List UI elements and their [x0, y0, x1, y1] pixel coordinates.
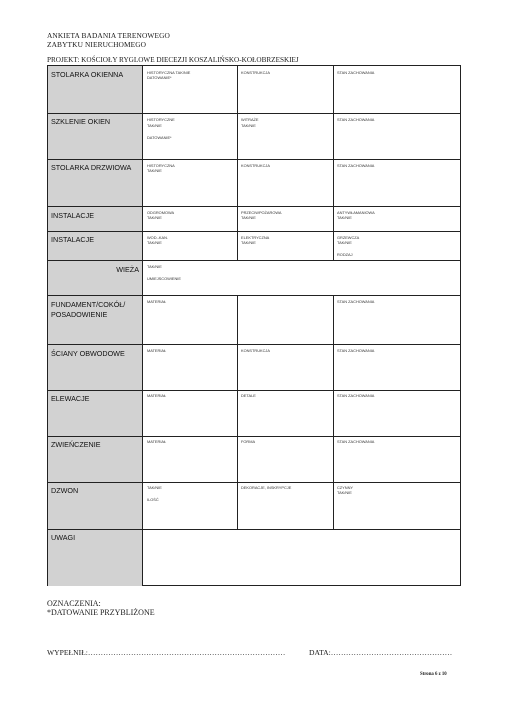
field-odgromowa[interactable]: ODGROMOWA [147, 210, 175, 215]
row-label-cell [48, 114, 143, 159]
field-stan-zachowania[interactable]: STAN ZACHOWANIA [337, 299, 375, 304]
field-material[interactable]: MATERIAŁ [147, 299, 167, 304]
field-elektryczna[interactable]: ELEKTRYCZNA [241, 235, 270, 240]
field-konstrukcja[interactable]: KONSTRUKCJA [241, 163, 270, 168]
field-material[interactable]: MATERIAŁ [147, 348, 167, 353]
column-divider [333, 345, 334, 390]
field-tak-nie[interactable]: TAK/NIE [147, 123, 162, 128]
field-tak-nie[interactable]: TAK/NIE [147, 485, 162, 490]
project-title: PROJEKT: KOŚCIOŁY RYGLOWE DIECEZJI KOSZALIŃSKO-KOŁOBRZESKIEJ [47, 56, 299, 64]
column-divider [333, 296, 334, 344]
field-tak-nie[interactable]: TAK/NIE [337, 240, 352, 245]
field-stan-zachowania[interactable]: STAN ZACHOWANIA [337, 439, 375, 444]
row-label-cell [48, 207, 143, 231]
row-label-cell [48, 232, 143, 260]
row-elewacje [48, 391, 460, 437]
row-label: ŚCIANY OBWODOWE [51, 349, 125, 358]
field-tak-nie[interactable]: TAK/NIE [147, 168, 162, 173]
field-witraze-tak-nie[interactable]: TAK/NIE [241, 123, 256, 128]
row-label: INSTALACJE [51, 211, 95, 220]
field-stan-zachowania[interactable]: STAN ZACHOWANIA [337, 163, 375, 168]
field-material[interactable]: MATERIAŁ [147, 393, 167, 398]
field-tak-nie[interactable]: TAK/NIE [337, 490, 352, 495]
field-historyczna[interactable]: HISTORYCZNA TAK/NIE [147, 70, 191, 75]
row-instalacje-1 [48, 207, 460, 232]
row-label: STOLARKA OKIENNA [51, 70, 124, 79]
field-historyczne[interactable]: HISTORYCZNE [147, 117, 175, 122]
field-forma[interactable]: FORMA [241, 439, 256, 444]
row-label: UWAGI [51, 533, 76, 542]
row-label-cell [48, 391, 143, 436]
survey-form-table [47, 65, 461, 586]
column-divider [237, 437, 238, 482]
field-tak-nie[interactable]: TAK/NIE [147, 215, 162, 220]
row-label: ZWIEŃCZENIE [51, 440, 101, 449]
column-divider [237, 483, 238, 529]
field-witraze[interactable]: WITRAŻE [241, 117, 259, 122]
row-label: WIEŻA [116, 265, 139, 274]
row-label-cell [48, 483, 143, 529]
row-label-cell [48, 66, 143, 113]
column-divider [237, 391, 238, 436]
field-datowanie[interactable]: DATOWANIE* [147, 75, 172, 80]
field-czynny[interactable]: CZYNNY [337, 485, 353, 490]
field-grzewcza[interactable]: GRZEWCZA [337, 235, 360, 240]
legend-title: OZNACZENIA: [47, 599, 101, 608]
column-divider [237, 296, 238, 344]
field-dekoracje-inskrypcje[interactable]: DEKORACJE, INSKRYPCJE [241, 485, 292, 490]
field-stan-zachowania[interactable]: STAN ZACHOWANIA [337, 393, 375, 398]
row-stolarka-okienna [48, 66, 460, 114]
column-divider [333, 483, 334, 529]
row-sciany-obwodowe [48, 345, 460, 391]
column-divider [237, 345, 238, 390]
row-label-cell [48, 296, 143, 344]
row-label-cell [48, 345, 143, 390]
row-label-cell [48, 261, 143, 295]
field-rodzaj[interactable]: RODZAJ [337, 252, 353, 257]
field-ilosc[interactable]: ILOŚĆ [147, 497, 159, 502]
row-label: DZWON [51, 486, 79, 495]
field-tak-nie[interactable]: TAK/NIE [147, 240, 162, 245]
column-divider [237, 66, 238, 261]
row-label-cell [48, 160, 143, 206]
field-antywlamaniowa[interactable]: ANTYWŁAMANIOWA [337, 210, 375, 215]
field-przeciwpozarowa[interactable]: PRZECIWPOŻAROWA [241, 210, 282, 215]
row-label-line-1: FUNDAMENT/COKÓŁ/ [51, 300, 126, 309]
legend-note: *DATOWANIE PRZYBLIŻONE [47, 608, 155, 617]
column-divider [333, 391, 334, 436]
row-label-cell [48, 530, 143, 586]
row-dzwon [48, 483, 460, 530]
field-material[interactable]: MATERIAŁ [147, 439, 167, 444]
row-label: INSTALACJE [51, 235, 95, 244]
column-divider [333, 437, 334, 482]
page-number: Strona 6 z 10 [420, 672, 447, 677]
field-umiejscowienie[interactable]: UMIEJSCOWIENIE [147, 276, 181, 281]
row-instalacje-2 [48, 232, 460, 261]
row-label: STOLARKA DRZWIOWA [51, 163, 132, 172]
row-label: ELEWACJE [51, 394, 90, 403]
date-field[interactable]: DATA:………………………………………… [309, 648, 453, 657]
row-szklenie-okien [48, 114, 460, 160]
field-wod-kan[interactable]: WOD.-KAN. [147, 235, 168, 240]
row-wieza [48, 261, 460, 296]
field-stan-zachowania[interactable]: STAN ZACHOWANIA [337, 70, 375, 75]
row-label-cell [48, 437, 143, 482]
field-tak-nie[interactable]: TAK/NIE [337, 215, 352, 220]
field-historyczna[interactable]: HISTORYCZNA [147, 163, 175, 168]
row-label: SZKLENIE OKIEN [51, 117, 111, 126]
row-uwagi [48, 530, 460, 586]
filled-by-field[interactable]: WYPEŁNIŁ:…………………………………………………………………… [47, 648, 286, 657]
row-fundament [48, 296, 460, 345]
field-datowanie[interactable]: DATOWANIE* [147, 135, 172, 140]
row-label-line-2: POSADOWIENIE [51, 310, 108, 319]
field-uwagi[interactable] [147, 533, 457, 583]
column-divider [333, 66, 334, 261]
field-tak-nie[interactable]: TAK/NIE [241, 240, 256, 245]
field-tak-nie[interactable]: TAK/NIE [147, 264, 162, 269]
field-detale[interactable]: DETALE [241, 393, 256, 398]
field-stan-zachowania[interactable]: STAN ZACHOWANIA [337, 348, 375, 353]
row-zwienczenie [48, 437, 460, 483]
field-stan-zachowania[interactable]: STAN ZACHOWANIA [337, 117, 375, 122]
form-title-line-1: ANKIETA BADANIA TERENOWEGO [47, 31, 170, 40]
form-title-line-2: ZABYTKU NIERUCHOMEGO [47, 40, 147, 49]
field-tak-nie[interactable]: TAK/NIE [241, 215, 256, 220]
row-stolarka-drzwiowa [48, 160, 460, 207]
field-konstrukcja[interactable]: KONSTRUKCJA [241, 348, 270, 353]
field-konstrukcja[interactable]: KONSTRUKCJA [241, 70, 270, 75]
